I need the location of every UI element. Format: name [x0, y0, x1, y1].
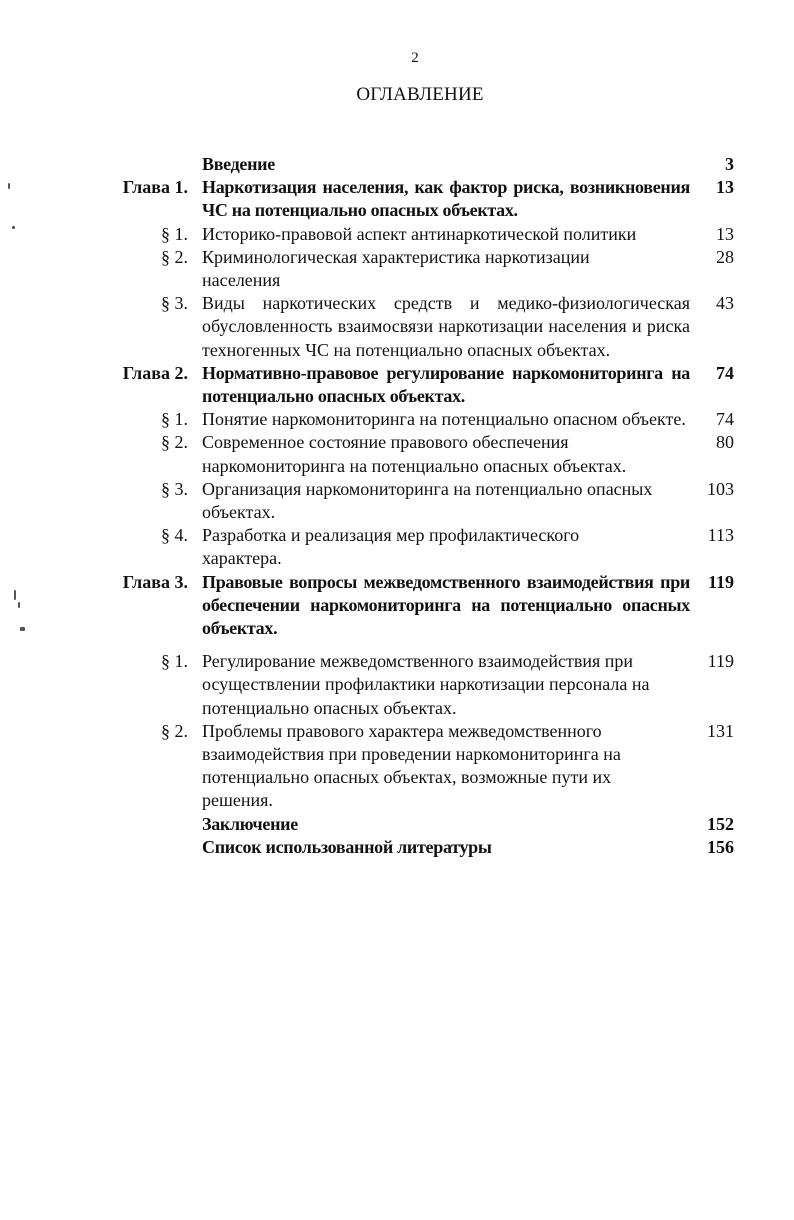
page-number: 2 — [411, 50, 419, 66]
toc-entry-ch1-sec1 — [0, 223, 794, 246]
toc-entry-ch1-sec2 — [0, 246, 794, 292]
toc-entry-page: 103 — [707, 478, 734, 499]
toc-entry-title: Правовые вопросы межведомственного взаимодействия при обеспечении наркомониторинга на потенциально опасных объектах. — [202, 571, 690, 639]
toc-entry-label: Глава 3. — [122, 571, 188, 592]
toc-entry-page: 74 — [716, 409, 734, 430]
toc-entry-label: § 1. — [161, 409, 188, 430]
toc-entry-title: Криминологическая характеристика наркотизации населения — [202, 246, 590, 291]
toc-entry-title: Виды наркотических средств и медико-физиологическая обусловленность взаимосвязи наркотизации населения и риска техногенных ЧС на потенциально опасных объектах. — [202, 293, 690, 360]
toc-entry-introduction — [0, 153, 794, 176]
toc-entry-label: § 1. — [161, 223, 188, 244]
toc-entry-label: § 4. — [161, 525, 188, 546]
toc-entry-chapter-1 — [0, 176, 794, 222]
scan-speck — [8, 183, 10, 189]
toc-entry-page: 3 — [725, 154, 734, 174]
toc-entry-page: 113 — [707, 525, 734, 546]
toc-entry-label: § 1. — [161, 651, 188, 672]
scan-speck — [14, 590, 16, 600]
toc-entry-title: Разработка и реализация мер профилактического характера. — [202, 525, 580, 569]
toc-entry-title: Проблемы правового характера межведомственного взаимодействия при проведении наркомониторинга на потенциально опасных объектах, возможные пути их решения. — [202, 720, 621, 811]
toc-entry-page: 13 — [716, 177, 734, 198]
toc-entry-label: § 2. — [161, 246, 188, 267]
toc-entry-ch2-sec2 — [0, 431, 794, 477]
toc-entry-page: 28 — [716, 246, 734, 267]
toc-entry-ch1-sec3 — [0, 292, 794, 362]
toc-entry-ch2-sec3 — [0, 478, 794, 524]
toc-entry-label: § 2. — [161, 720, 188, 741]
scan-speck — [20, 627, 25, 631]
toc-entry-ch3-sec1 — [0, 650, 794, 720]
toc-entry-page: 74 — [716, 362, 734, 383]
toc-entry-label: § 3. — [161, 478, 188, 499]
toc-entry-ch3-sec2 — [0, 720, 794, 813]
scan-speck — [12, 226, 15, 229]
toc-entry-title: Нормативно-правовое регулирование наркомониторинга на потенциально опасных объектах. — [202, 362, 690, 407]
toc-entry-page: 156 — [707, 836, 734, 857]
toc-entry-title: Наркотизация населения, как фактор риска, возникновения ЧС на потенциально опасных объектах. — [202, 177, 690, 221]
scan-speck — [18, 602, 20, 608]
toc-entry-label: Глава 1. — [122, 177, 188, 198]
toc-entry-conclusion — [0, 813, 794, 836]
toc-entry-label: Глава 2. — [122, 362, 188, 383]
toc-entry-page: 80 — [716, 432, 734, 453]
toc-entry-page: 152 — [707, 813, 734, 834]
toc-entry-page: 131 — [707, 720, 734, 741]
toc-entry-ch2-sec4 — [0, 524, 794, 570]
toc-entry-chapter-3 — [0, 571, 794, 641]
toc-entry-page: 119 — [707, 651, 734, 672]
toc-entry-label: § 3. — [161, 293, 188, 314]
toc-entry-label: § 2. — [161, 432, 188, 453]
document-title: ОГЛАВЛЕНИЕ — [356, 84, 484, 105]
toc-entry-title: Организация наркомониторинга на потенциально опасных объектах. — [202, 478, 653, 523]
table-of-contents — [0, 153, 794, 859]
toc-entry-page: 43 — [716, 293, 734, 314]
toc-entry-title: Список использованной литературы — [202, 836, 492, 857]
toc-entry-title: Регулирование межведомственного взаимодействия при осуществлении профилактики наркотизации персонала на потенциально опасных объектах. — [202, 651, 650, 718]
toc-entry-title: Введение — [202, 154, 275, 174]
toc-entry-title: Историко-правовой аспект антинаркотической политики — [202, 223, 637, 244]
toc-entry-page: 119 — [707, 571, 734, 592]
toc-entry-title: Заключение — [202, 813, 298, 834]
toc-entry-chapter-2 — [0, 362, 794, 408]
toc-entry-title: Понятие наркомониторинга на потенциально опасном объекте. — [202, 409, 686, 430]
toc-entry-ch2-sec1 — [0, 408, 794, 431]
section-spacer — [0, 640, 794, 650]
toc-entry-bibliography — [0, 836, 794, 859]
toc-entry-title: Современное состояние правового обеспечения наркомониторинга на потенциально опасных объектах. — [202, 432, 627, 476]
toc-entry-page: 13 — [716, 223, 734, 244]
